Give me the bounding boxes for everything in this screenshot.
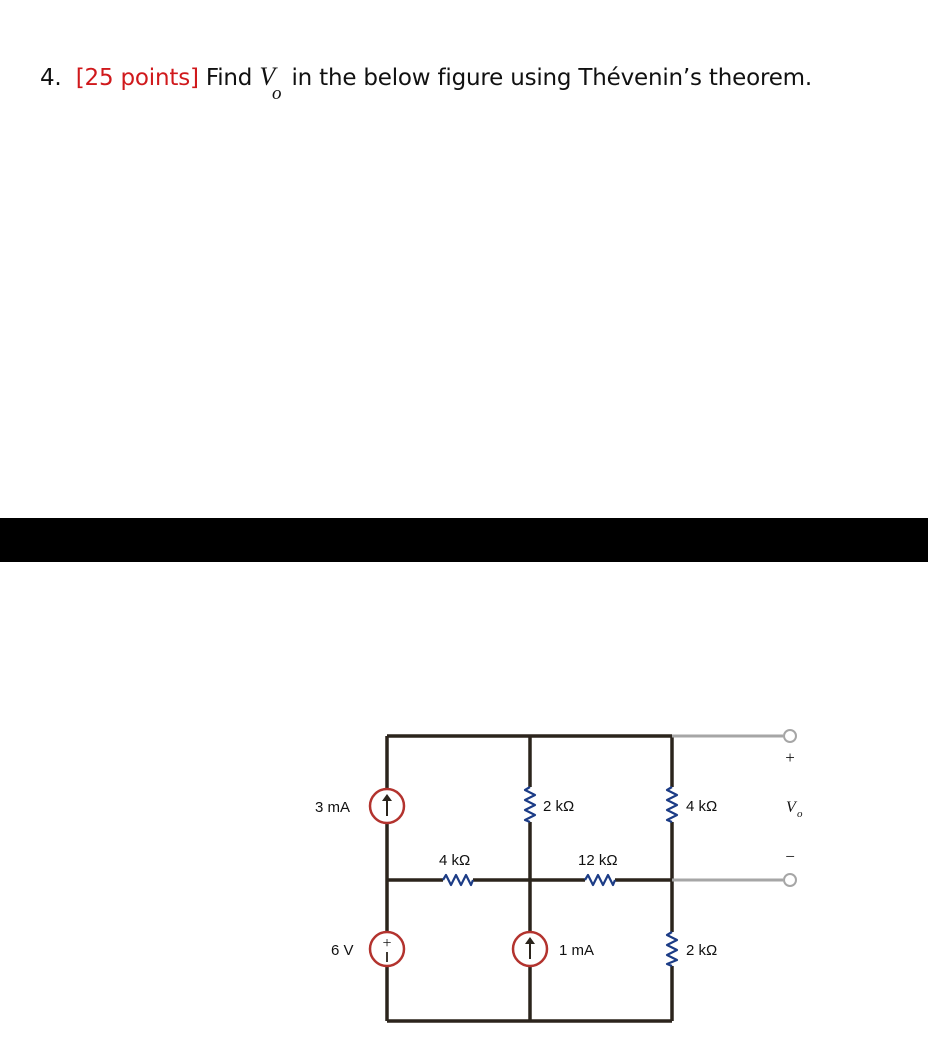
question-text-after: in the below figure using Thévenin’s theorem. bbox=[291, 65, 812, 91]
output-voltage-subscript: o bbox=[797, 808, 803, 820]
label-12k: 12 kΩ bbox=[578, 852, 618, 869]
label-2k-center: 2 kΩ bbox=[543, 798, 575, 815]
resistor-2k-center-icon bbox=[525, 787, 535, 822]
resistor-2k-right-icon bbox=[667, 932, 677, 966]
question-variable: V bbox=[259, 62, 276, 91]
question-points: [25 points] bbox=[75, 65, 199, 91]
label-4k-horizontal: 4 kΩ bbox=[439, 852, 471, 869]
resistor-4k-horizontal-icon bbox=[443, 875, 473, 885]
label-2k-right: 2 kΩ bbox=[686, 942, 718, 959]
current-source-3ma-icon bbox=[370, 789, 404, 823]
resistor-12k-horizontal-icon bbox=[585, 875, 615, 885]
output-minus-sign: − bbox=[785, 847, 795, 866]
circuit-wires bbox=[387, 736, 672, 1021]
question-variable-subscript: o bbox=[272, 83, 282, 104]
voltage-source-6v-icon bbox=[370, 932, 404, 966]
output-voltage-label: V bbox=[786, 799, 796, 816]
label-1ma: 1 mA bbox=[559, 942, 595, 959]
output-terminal-plus bbox=[784, 730, 796, 742]
question-text-before: Find bbox=[205, 65, 253, 91]
question-number: 4. bbox=[40, 65, 62, 91]
voltage-source-plus-sign: + bbox=[382, 935, 392, 952]
output-plus-sign: + bbox=[785, 748, 795, 767]
label-6v: 6 V bbox=[331, 942, 354, 959]
label-4k-right: 4 kΩ bbox=[686, 798, 718, 815]
current-source-1ma-icon bbox=[513, 932, 547, 966]
output-terminal-minus bbox=[784, 874, 796, 886]
label-3ma: 3 mA bbox=[315, 799, 351, 816]
resistor-4k-right-icon bbox=[667, 787, 677, 822]
